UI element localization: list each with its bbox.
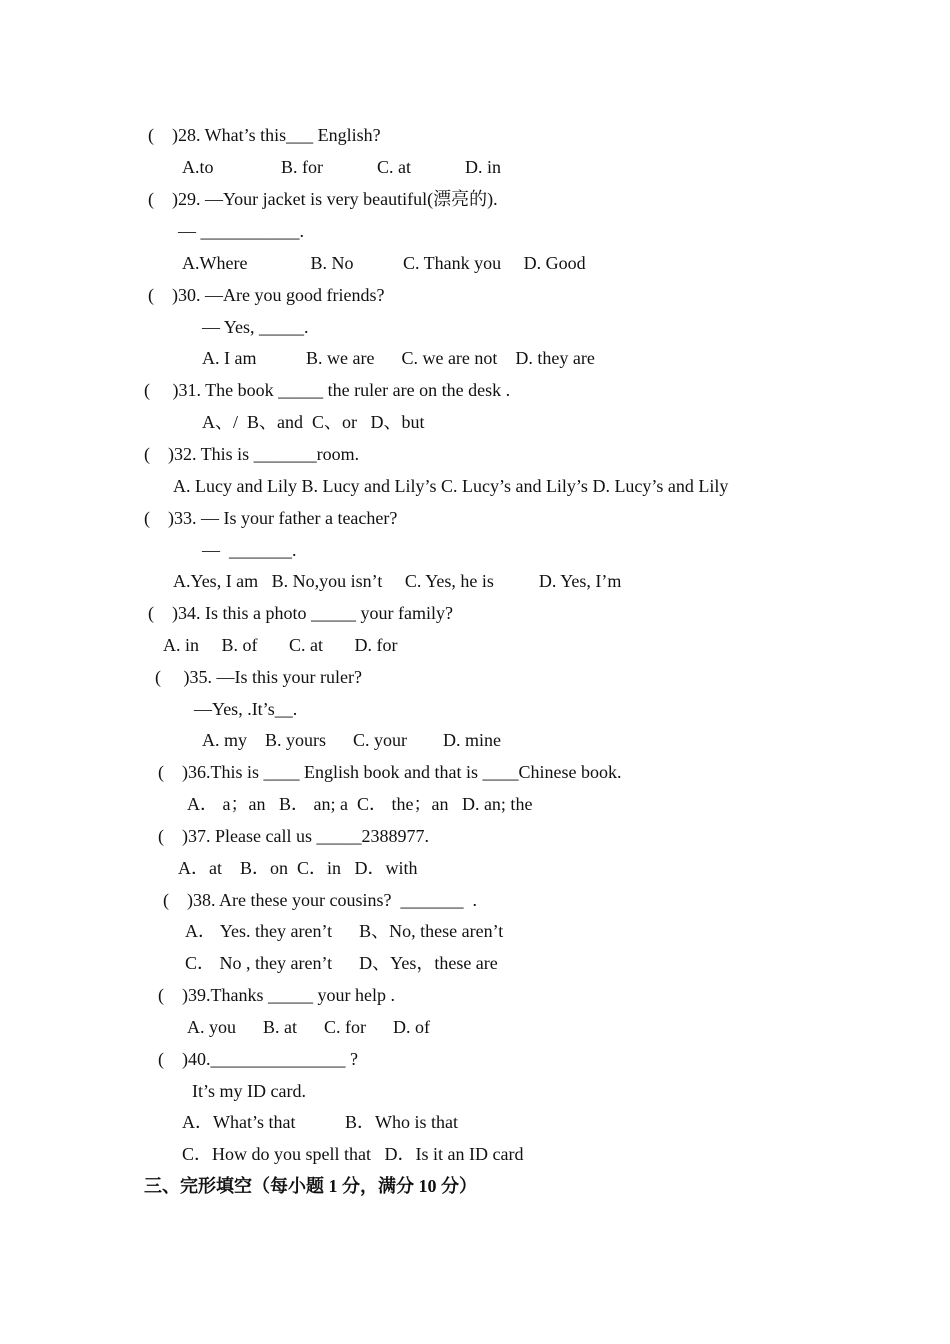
question-33-options: A.Yes, I am B. No,you isn’t C. Yes, he is D. Yes, I’m [173, 571, 622, 591]
question-37-options: A．at B．on C．in D．with [178, 858, 418, 878]
question-40-options-1: A．What’s that B．Who is that [182, 1112, 458, 1132]
question-35-reply: —Yes, .It’s__. [194, 699, 298, 719]
question-38: ( )38. Are these your cousins? _______ . [163, 890, 477, 910]
question-28-options: A.to B. for C. at D. in [182, 157, 501, 177]
question-32: ( )32. This is _______room. [144, 444, 360, 464]
question-30-reply: — Yes, _____. [202, 317, 309, 337]
question-29: ( )29. —Your jacket is very beautiful(漂亮的). [148, 189, 498, 209]
section-heading-cloze: 三、完形填空（每小题 1 分，满分 10 分） [144, 1176, 477, 1196]
question-34: ( )34. Is this a photo _____ your family? [148, 603, 453, 623]
question-29-reply: — ___________. [178, 221, 304, 241]
question-36: ( )36.This is ____ English book and that is ____Chinese book. [158, 762, 622, 782]
question-36-options: A． a；an B． an; a C． the；an D. an; the [187, 794, 533, 814]
question-33-reply: — _______. [202, 540, 297, 560]
question-32-options: A. Lucy and Lily B. Lucy and Lily’s C. Lucy’s and Lily’s D. Lucy’s and Lily [173, 476, 729, 496]
question-38-options-2: C． No , they aren’t D、Yes，these are [185, 953, 498, 973]
question-30: ( )30. —Are you good friends? [148, 285, 385, 305]
question-40-options-2: C．How do you spell that D．Is it an ID card [182, 1144, 524, 1164]
question-37: ( )37. Please call us _____2388977. [158, 826, 429, 846]
question-34-options: A. in B. of C. at D. for [163, 635, 398, 655]
question-40: ( )40._______________ ? [158, 1049, 358, 1069]
question-39-options: A. you B. at C. for D. of [187, 1017, 430, 1037]
question-30-options: A. I am B. we are C. we are not D. they are [202, 348, 595, 368]
question-29-options: A.Where B. No C. Thank you D. Good [182, 253, 586, 273]
question-38-options-1: A． Yes. they aren’t B、No, these aren’t [185, 921, 504, 941]
question-31-options: A、/ B、and C、or D、but [202, 412, 425, 432]
question-35-options: A. my B. yours C. your D. mine [202, 730, 501, 750]
question-28: ( )28. What’s this___ English? [148, 125, 381, 145]
question-40-reply: It’s my ID card. [192, 1081, 306, 1101]
question-33: ( )33. — Is your father a teacher? [144, 508, 398, 528]
question-35: ( )35. —Is this your ruler? [155, 667, 362, 687]
question-31: ( )31. The book _____ the ruler are on the desk . [144, 380, 511, 400]
question-39: ( )39.Thanks _____ your help . [158, 985, 395, 1005]
